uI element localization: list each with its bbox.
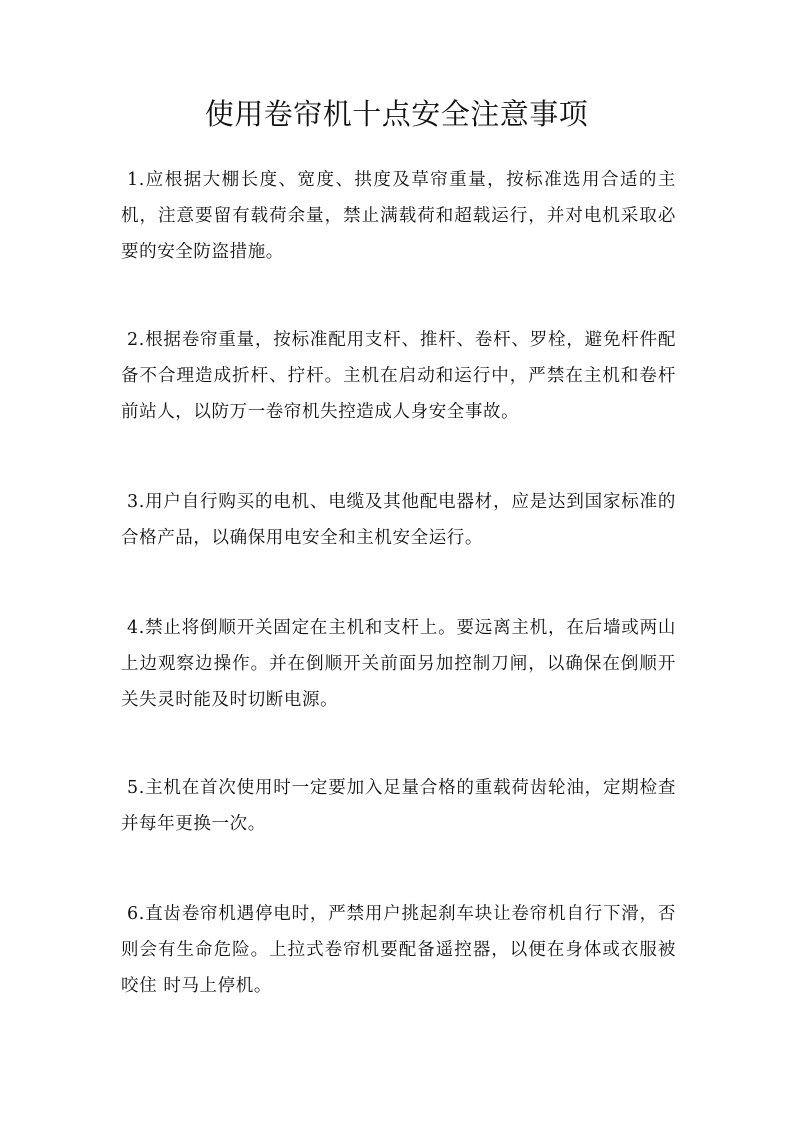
document-title: 使用卷帘机十点安全注意事项 bbox=[204, 97, 589, 131]
paragraph-3: 3.用户自行购买的电机、电缆及其他配电器材，应是达到国家标准的合格产品，以确保用电安全和主机安全运行。 bbox=[121, 492, 676, 548]
paragraph-6: 6.直齿卷帘机遇停电时，严禁用户挑起刹车块让卷帘机自行下滑，否则会有生命危险。上拉式卷帘机要配备遥控器，以便在身体或衣服被 咬住 时马上停机。 bbox=[121, 904, 676, 996]
paragraph-4: 4.禁止将倒顺开关固定在主机和支杆上。要远离主机，在后墙或两山上边观察边操作。并在倒顺开关前面另加控制刀闸，以确保在倒顺开关失灵时能及时切断电源。 bbox=[121, 618, 676, 710]
paragraph-2: 2.根据卷帘重量，按标准配用支杆、推杆、卷杆、罗栓，避免杆件配备不合理造成折杆、拧杆。主机在启动和运行中，严禁在主机和卷杆前站人，以防万一卷帘机失控造成人身安全事故。 bbox=[121, 330, 676, 422]
paragraph-1: 1.应根据大棚长度、宽度、拱度及草帘重量，按标准选用合适的主机，注意要留有载荷余量，禁止满载荷和超载运行，并对电机采取必要的安全防盗措施。 bbox=[121, 170, 676, 262]
paragraph-5: 5.主机在首次使用时一定要加入足量合格的重载荷齿轮油，定期检查并每年更换一次。 bbox=[121, 778, 676, 834]
